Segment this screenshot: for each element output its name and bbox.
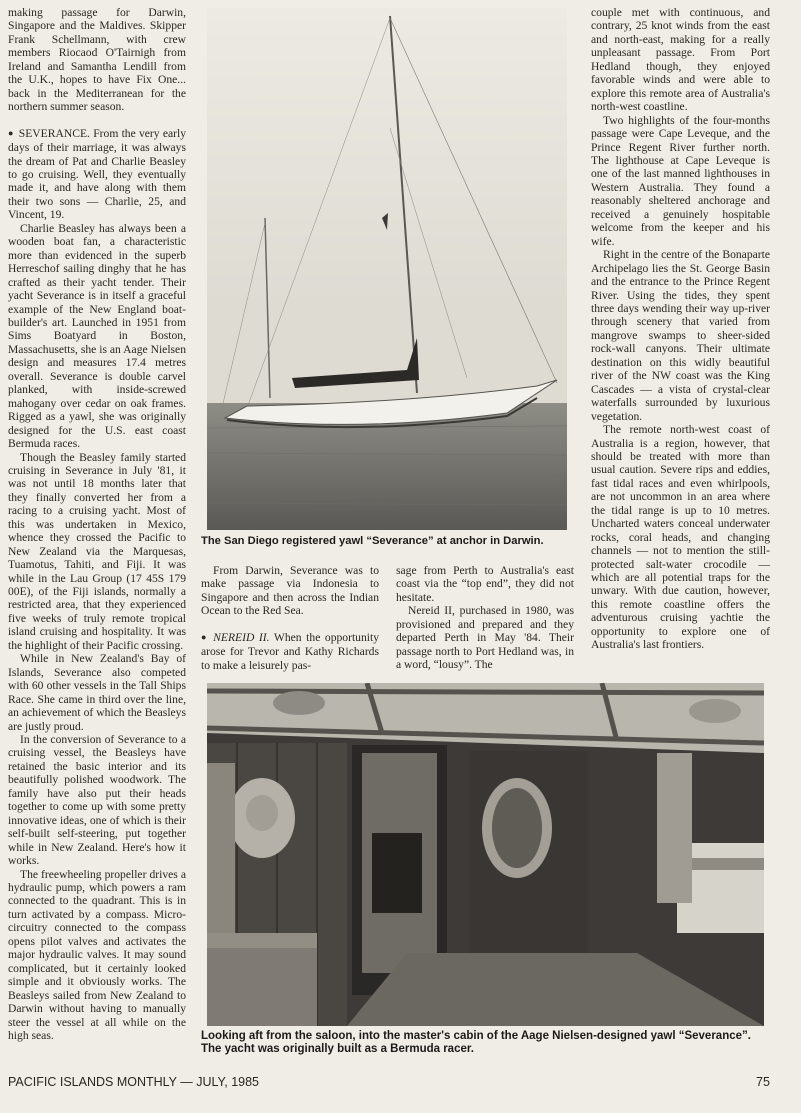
paragraph: Two highlights of the four-months passage were Cape Leveque, and the Prince Regent River further north. The lighthouse at Cape Leveque is one of the last manned lighthouses in Western Australia. They found a reasonably sheltered anchorage and received a genuinely hospitable welcome from the keeper and his wife. xyxy=(591,113,770,248)
paragraph: sage from Perth to Australia's east coast via the “top end”, they did not hesitate. xyxy=(396,564,574,604)
paragraph: couple met with continuous, and contrary, 25 knot winds from the east and north-east, making for a really unpleasant passage. From Port Hedland though, they enjoyed favorable winds and were able to explore this remote area of Australia's north-west coastline. xyxy=(591,6,770,114)
cabin-interior-photo xyxy=(207,683,764,1026)
paragraph: From the very early days of their marriage, it was always the dream of Pat and Charlie Beasley to go cruising. Well, they eventually made it, and have along with them their two sons — Charlie, 25, and Vincent, 19. xyxy=(8,126,186,222)
top-photo-caption: The San Diego registered yawl “Severance” at anchor in Darwin. xyxy=(201,535,544,547)
section-heading: NEREID II. xyxy=(213,630,270,644)
article-column-4 xyxy=(591,6,770,652)
paragraph: While in New Zealand's Bay of Islands, Severance also competed with 60 other vessels in the Tall Ships Race. She came in third over the line, an achievement of which the Beasleys are justly proud. xyxy=(8,652,186,733)
paragraph: Charlie Beasley has always been a wooden boat fan, a characteristic more than evidenced in the superb Herreschof sailing dinghy that he has crafted as their yacht tender. Their yacht Severance is in itself a graceful example of the New England boat-builder's art. Launched in 1951 from Sims Boatyard in Boston, Massachusetts, she is an Aage Nielsen design and measures 17.4 metres overall. Severance is double carvel planked, with inside-screwed mahogany over cedar on oak frames. Rigged as a yawl, she was originally designed for the U.S. east coast Bermuda races. xyxy=(8,221,186,451)
section-severance xyxy=(8,127,186,222)
article-column-3 xyxy=(396,564,574,672)
paragraph: The remote north-west coast of Australia is a region, however, that should be treated with more than usual caution. Severe rips and eddies, fast tidal races and even whirlpools, are not uncommon in an area where the tidal range is up to 10 metres. Uncharted waters conceal underwater rocks, coral heads, and changing channels — not to mention the still-protected salt-water crocodile — which are all potential traps for the unwary. With due caution, however, this remote coastline offers the adventurous cruising yachtie the opportunity to explore one of Australia's last frontiers. xyxy=(591,423,770,652)
paragraph: When the opportunity arose for Trevor and Kathy Richards to make a leisurely pas- xyxy=(201,630,380,672)
bullet-icon: ● xyxy=(8,127,14,138)
paragraph: making passage for Darwin, Singapore and the Maldives. Skipper Frank Schellmann, with crew members Riocaod O'Tairnigh from Ireland and Samantha Lendill from the U.K., hopes to have Fix One... back in the Mediterranean for the northern summer season. xyxy=(8,6,186,114)
magazine-footer: PACIFIC ISLANDS MONTHLY — JULY, 1985 xyxy=(8,1075,260,1089)
paragraph: Nereid II, purchased in 1980, was provisioned and prepared and they departed Perth in May '84. Their passage north to Port Hedland was, in a word, “lousy”. The xyxy=(396,604,574,672)
page-number: 75 xyxy=(756,1075,770,1089)
yacht-photo xyxy=(207,8,567,530)
article-column-2 xyxy=(201,564,379,672)
yacht-at-anchor-image xyxy=(207,8,567,530)
section-heading: SEVERANCE. xyxy=(18,126,90,140)
bottom-photo-caption: Looking aft from the saloon, into the master's cabin of the Aage Nielsen-designed yawl “Severance”. The yacht was originally built as a Bermuda racer. xyxy=(201,1030,751,1055)
paragraph: From Darwin, Severance was to make passage via Indonesia to Singapore and then across the Indian Ocean to the Red Sea. xyxy=(201,564,379,618)
paragraph: Right in the centre of the Bonaparte Archipelago lies the St. George Basin and the entrance to the Prince Regent River. Using the tides, they spent three days wending their way up-river through scenery that varied from mangrove swamps to sheer-sided rock-wall canyons. Their ultimate destination on this widly beautiful river of the NW coast was the King Cascades — a vista of crystal-clear waterfalls surrounded by luxurious vegetation. xyxy=(591,248,770,423)
bullet-icon: ● xyxy=(201,631,209,642)
paragraph: The freewheeling propeller drives a hydraulic pump, which powers a ram connected to the quadrant. This is in turn activated by a compass. Micro-circuitry connected to the compass opens pilot valves and activates the major hydraulic valves. It may sound complicated, but it certainly looked simple and it obviously works. The Beasleys sailed from New Zealand to Darwin without having to manually steer the vessel at all while on the high seas. xyxy=(8,867,186,1042)
section-nereid xyxy=(201,631,379,672)
cabin-interior-image xyxy=(207,683,764,1026)
article-column-1 xyxy=(8,6,186,1042)
paragraph: Though the Beasley family started cruising in Severance in July '81, it was not until 18 months later that they finally converted her from a racing to a cruising yacht. Most of this was undertaken in Mexico, whence they crossed the Pacific to New Zealand via the Marquesas, Tuamotus, Tahiti, and Fiji. It was while in the Lau Group (17 45S 179 00E), of the Fiji islands, normally a restricted area, that they experienced five weeks of truly remote tropical island cruising and hospitality. It was the highlight of their Pacific crossing. xyxy=(8,450,186,652)
paragraph: In the conversion of Severance to a cruising vessel, the Beasleys have retained the basic interior and its beautifully polished woodwork. The family have also put their heads together to come up with some pretty innovative ideas, one of which is their self-built self-steering, put together while in New Zealand. Here's how it works. xyxy=(8,733,186,868)
